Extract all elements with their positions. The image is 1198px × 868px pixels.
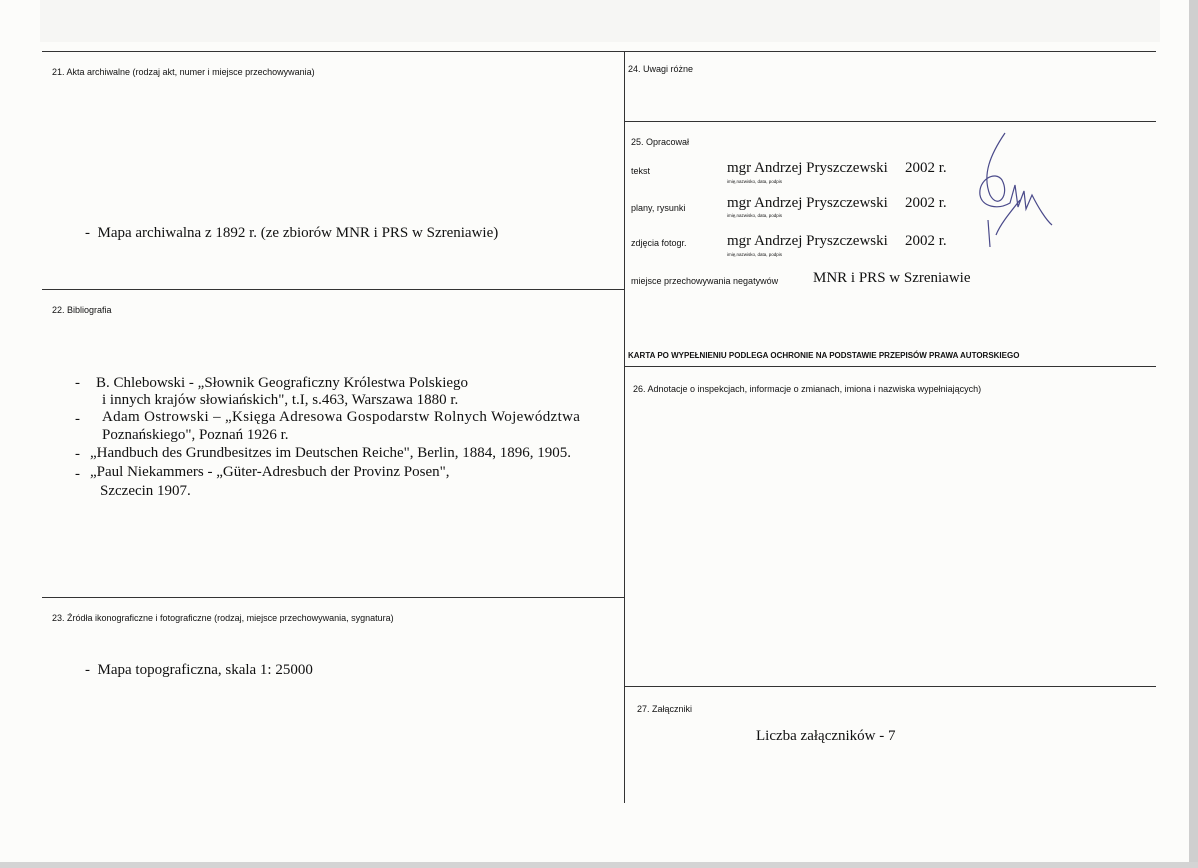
rule-21-22 (42, 289, 624, 290)
scan-edge-bottom (0, 862, 1198, 868)
bib-line: Poznańskiego", Poznań 1926 r. (102, 427, 289, 443)
rule-24-25 (624, 121, 1156, 122)
section-21-item (85, 225, 498, 242)
section-26-label: 26. Adnotacje o inspekcjach, informacje o zmianach, imiona i nazwiska wypełniających) (633, 384, 982, 394)
author-field-hint: imię,nazwisko, data, podpis (727, 252, 783, 257)
author-row-key: tekst (631, 166, 651, 176)
archival-map-entry: Mapa archiwalna z 1892 r. (ze zbiorów MNR i PRS w Szreniawie) (97, 225, 499, 241)
author-row-key: plany, rysunki (631, 203, 686, 213)
section-23-item (85, 662, 313, 679)
rule-22-23 (42, 597, 624, 598)
copyright-notice: KARTA PO WYPEŁNIENIU PODLEGA OCHRONIE NA PODSTAWIE PRZEPISÓW PRAWA AUTORSKIEGO (628, 351, 1020, 360)
author-year: 2002 r. (905, 160, 947, 176)
section-21-label: 21. Akta archiwalne (rodzaj akt, numer i miejsce przechowywania) (52, 67, 315, 77)
scan-edge-right (1189, 0, 1198, 868)
bib-line: Adam Ostrowski – „Księga Adresowa Gospodarstw Rolnych Województwa (102, 409, 581, 425)
author-year: 2002 r. (905, 195, 947, 211)
bib-line: „Paul Niekammers - „Güter-Adresbuch der Provinz Posen", (90, 464, 450, 480)
author-name: mgr Andrzej Pryszczewski (727, 195, 888, 211)
rule-center (624, 51, 625, 803)
bib-line: „Handbuch des Grundbesitzes im Deutschen Reiche", Berlin, 1884, 1896, 1905. (90, 445, 572, 461)
dash: - (85, 662, 90, 678)
bib-line: i innych krajów słowiańskich", t.I, s.463, Warszawa 1880 r. (102, 392, 459, 408)
bib-line: Szczecin 1907. (100, 483, 191, 499)
negatives-label: miejsce przechowywania negatywów (631, 276, 779, 286)
section-24-label: 24. Uwagi różne (628, 64, 694, 74)
section-22-label: 22. Bibliografia (52, 305, 112, 315)
bib-dash: - (75, 411, 80, 427)
section-25-label: 25. Opracował (631, 137, 690, 147)
scan-shade-top (40, 0, 1160, 42)
attachments-count: Liczba załączników - 7 (756, 728, 896, 744)
signature-stroke (980, 133, 1052, 247)
author-name: mgr Andrzej Pryszczewski (727, 160, 888, 176)
author-year: 2002 r. (905, 233, 947, 249)
bib-dash: - (75, 446, 80, 462)
handwritten-signature (960, 125, 1070, 255)
topographic-map-entry: Mapa topograficzna, skala 1: 25000 (97, 662, 313, 678)
author-row-key: zdjęcia fotogr. (631, 238, 687, 248)
bib-line: B. Chlebowski - „Słownik Geograficzny Królestwa Polskiego (96, 375, 469, 391)
rule-top (42, 51, 1156, 52)
author-field-hint: imię,nazwisko, data, podpis (727, 179, 783, 184)
section-27-label: 27. Załączniki (637, 704, 693, 714)
rule-26-27 (624, 686, 1156, 687)
author-field-hint: imię,nazwisko, data, podpis (727, 213, 783, 218)
negatives-location: MNR i PRS w Szreniawie (813, 270, 971, 286)
section-23-label: 23. Źródła ikonograficzne i fotograficzne (rodzaj, miejsce przechowywania, sygnatura) (52, 613, 394, 623)
author-name: mgr Andrzej Pryszczewski (727, 233, 888, 249)
dash: - (85, 225, 90, 241)
bib-dash: - (75, 375, 80, 391)
rule-25-26 (624, 366, 1156, 367)
bib-dash: - (75, 466, 80, 482)
